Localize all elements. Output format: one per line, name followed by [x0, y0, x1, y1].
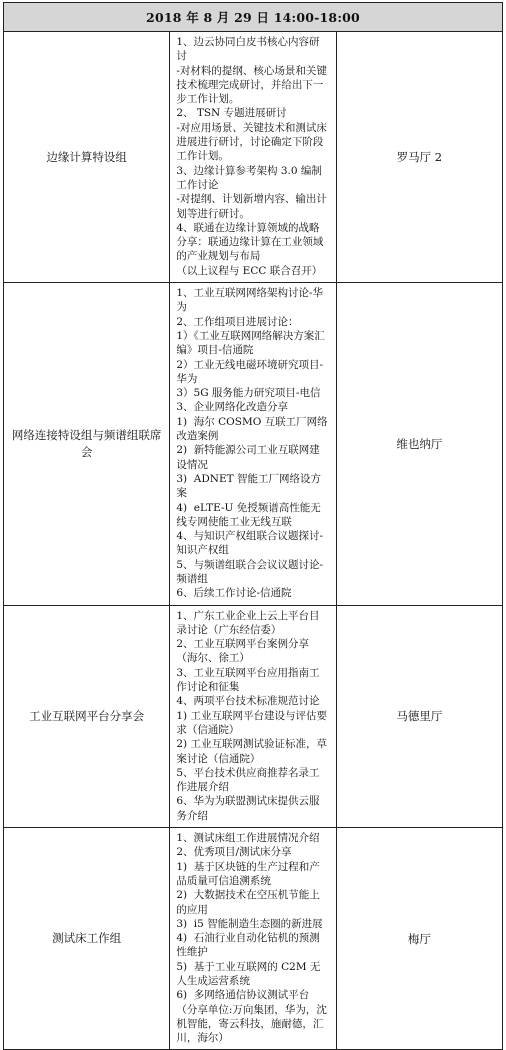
agenda-line: 3) i5 智能制造生态圈的新进展: [176, 917, 323, 930]
agenda-line: 2) 工业互联网测试验证标准，草案讨论（信通院）: [176, 738, 327, 765]
agenda-line: 1）《工业互联网网络解决方案汇编》项目-信通院: [176, 329, 325, 357]
session-location: 罗马厅 2: [336, 32, 502, 283]
session-name: 测试床工作组: [4, 828, 170, 1050]
agenda-line: 2、工业互联网平台案例分享（海尔、徐工）: [176, 638, 310, 665]
agenda-line: 2、工作组项目进展讨论：: [176, 315, 299, 328]
agenda-cell: [170, 828, 336, 1050]
agenda-line: 1、测试床组工作进展情况介绍: [176, 832, 320, 845]
agenda-line: （分享单位:万向集团，华为，沈机智能，寄云科技，施耐德，汇川，海尔）: [176, 1003, 327, 1045]
agenda-line: 2) 新特能源公司工业互联网建设情况: [176, 444, 320, 471]
agenda-line: 1、广东工业企业上云上平台目录讨论（广东经信委）: [176, 609, 320, 636]
agenda-line: -对材料的提纲、核心场景和关键技术梳理完成研讨，并给出下一步工作计划。: [176, 64, 327, 106]
agenda-line: 4、与知识产权组联合议题探讨-知识产权组: [176, 530, 324, 557]
agenda-line: 1、工业互联网网络架构讨论-华为: [176, 287, 324, 314]
agenda-line: 6、后续工作讨论-信通院: [176, 587, 292, 600]
agenda-line: 2、 TSN 专题进展研讨: [176, 107, 287, 120]
session-name: 网络连接特设组与频谱组联席会: [4, 283, 170, 606]
agenda-cell: [170, 32, 336, 283]
session-name: 工业互联网平台分享会: [4, 605, 170, 827]
agenda-line: 2）工业无线电磁环境研究项目-华为: [176, 358, 324, 385]
agenda-line: 6) 多网络通信协议测试平台: [176, 989, 310, 1002]
table-row: [4, 828, 503, 1050]
agenda-line: 1) 工业互联网平台建设与评估要求（信通院）: [176, 709, 327, 736]
session-location: 梅厅: [336, 828, 502, 1050]
agenda-line: 4) 石油行业自动化钻机的预测性维护: [176, 932, 320, 959]
agenda-line: 1) 海尔 COSMO 互联工厂网络改造案例: [176, 415, 328, 443]
schedule-header: 2018 年 8 月 29 日 14:00-18:00: [4, 3, 503, 32]
agenda-line: 5、平台技术供应商推荐名录工作进展介绍: [176, 766, 320, 794]
agenda-line: 3、边缘计算参考架构 3.0 编制工作讨论: [176, 164, 322, 191]
agenda-cell: [170, 605, 336, 827]
agenda-line: 5) 基于工业互联网的 C2M 无人生成运营系统: [176, 960, 321, 987]
agenda-line: 3）5G 服务能力研究项目-电信: [176, 387, 321, 400]
session-location: 维也纳厅: [336, 283, 502, 606]
agenda-line: -对提纲、计划新增内容、输出计划等进行研讨。: [176, 193, 327, 220]
agenda-line: 2、优秀项目/测试床分享: [176, 846, 292, 859]
agenda-line: 3) ADNET 智能工厂网络设方案: [176, 472, 321, 500]
agenda-line: 2) 大数据技术在空压机节能上的应用: [176, 889, 320, 916]
session-name: 边缘计算特设组: [4, 32, 170, 283]
schedule-table: [3, 2, 503, 1050]
agenda-line: 5、与频谱组联合会议议题讨论-频谱组: [176, 558, 324, 585]
agenda-line: 4) eLTE-U 免授频谱高性能无线专网使能工业无线互联: [176, 501, 321, 528]
agenda-line: （以上议程与 ECC 联合召开）: [176, 264, 323, 277]
agenda-line: 3、企业网络化改造分享: [176, 401, 289, 414]
agenda-line: -对应用场景、关键技术和测试床进展进行研讨，讨论确定下阶段工作计划。: [176, 121, 327, 163]
table-row: [4, 32, 503, 283]
agenda-line: 1、边云协同白皮书核心内容研讨: [176, 36, 320, 63]
agenda-cell: [170, 283, 336, 606]
agenda-line: 3、工业互联网平台应用指南工作讨论和征集: [176, 666, 320, 694]
agenda-line: 1) 基于区块链的生产过程和产品质量可信追溯系统: [176, 860, 320, 887]
agenda-line: 4、联通在边缘计算领域的战略分享：联通边缘计算在工业领域的产业规划与布局: [176, 221, 324, 263]
agenda-line: 6、华为为联盟测试床提供云服务介绍: [176, 795, 320, 822]
table-row: [4, 283, 503, 606]
agenda-line: 4、两项平台技术标准规范讨论: [176, 695, 320, 708]
table-row: [4, 605, 503, 827]
session-location: 马德里厅: [336, 605, 502, 827]
